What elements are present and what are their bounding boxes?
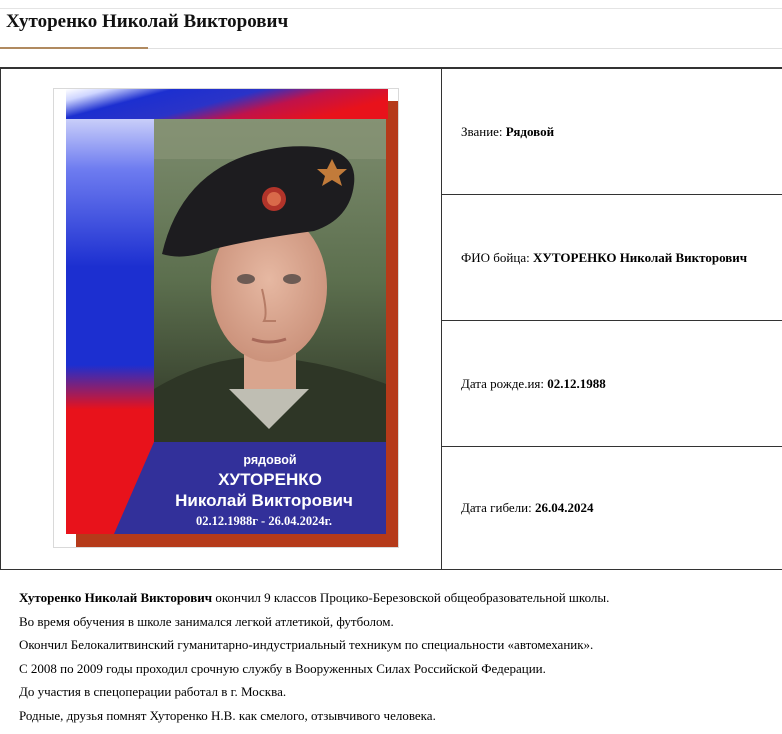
bio-line <box>19 586 779 610</box>
field-rank-value: Рядовой <box>505 123 555 139</box>
bio-line: С 2008 по 2009 годы проходил срочную службу в Вооруженных Силах Российской Федерации. <box>19 660 546 676</box>
field-death-label: Дата гибели: <box>461 500 532 515</box>
flag-top <box>66 89 388 119</box>
field-death-value: 26.04.2024 <box>534 500 594 515</box>
plate-rank: рядовой <box>243 453 297 467</box>
bio-line: Родные, друзья помнят Хуторенко Н.В. как смелого, отзывчивого человека. <box>19 707 436 723</box>
plate-dates: 02.12.1988г - 26.04.2024г. <box>196 514 332 528</box>
bio-line: Окончил Белокалитвинский гуманитарно-индустриальный техникум по специальности «автомеханик». <box>19 637 594 653</box>
title-accent-underline <box>0 47 148 49</box>
page-title: Хуторенко Николай Викторович <box>6 11 289 32</box>
field-fullname-label: ФИО бойца: <box>461 249 530 265</box>
bio-line: До участия в спецоперации работал в г. Москва. <box>19 684 287 700</box>
biography <box>19 586 779 728</box>
top-divider <box>0 8 782 9</box>
plate-name: Николай Викторович <box>175 491 353 510</box>
field-birth-label: Дата рожде.ия: <box>461 375 545 391</box>
field-rank-label: Звание: <box>461 123 503 139</box>
field-rank <box>442 69 782 195</box>
portrait-graphic <box>54 89 400 549</box>
field-fullname-value: ХУТОРЕНКО Николай Викторович <box>532 249 748 265</box>
portrait-cell <box>0 69 442 569</box>
bio-line: Во время обучения в школе занимался легкой атлетикой, футболом. <box>19 613 394 629</box>
field-fullname <box>442 195 782 321</box>
profile-card <box>0 67 782 570</box>
details-cell <box>442 69 782 569</box>
field-birth <box>442 321 782 447</box>
field-death <box>442 447 782 569</box>
bio-lead-name: Хуторенко Николай Викторович <box>19 590 213 605</box>
bio-lead-rest: окончил 9 классов Процико-Березовской общеобразовательной школы. <box>212 590 610 605</box>
plate-surname: ХУТОРЕНКО <box>218 470 322 489</box>
field-birth-value: 02.12.1988 <box>547 375 606 391</box>
memorial-portrait <box>53 88 399 548</box>
